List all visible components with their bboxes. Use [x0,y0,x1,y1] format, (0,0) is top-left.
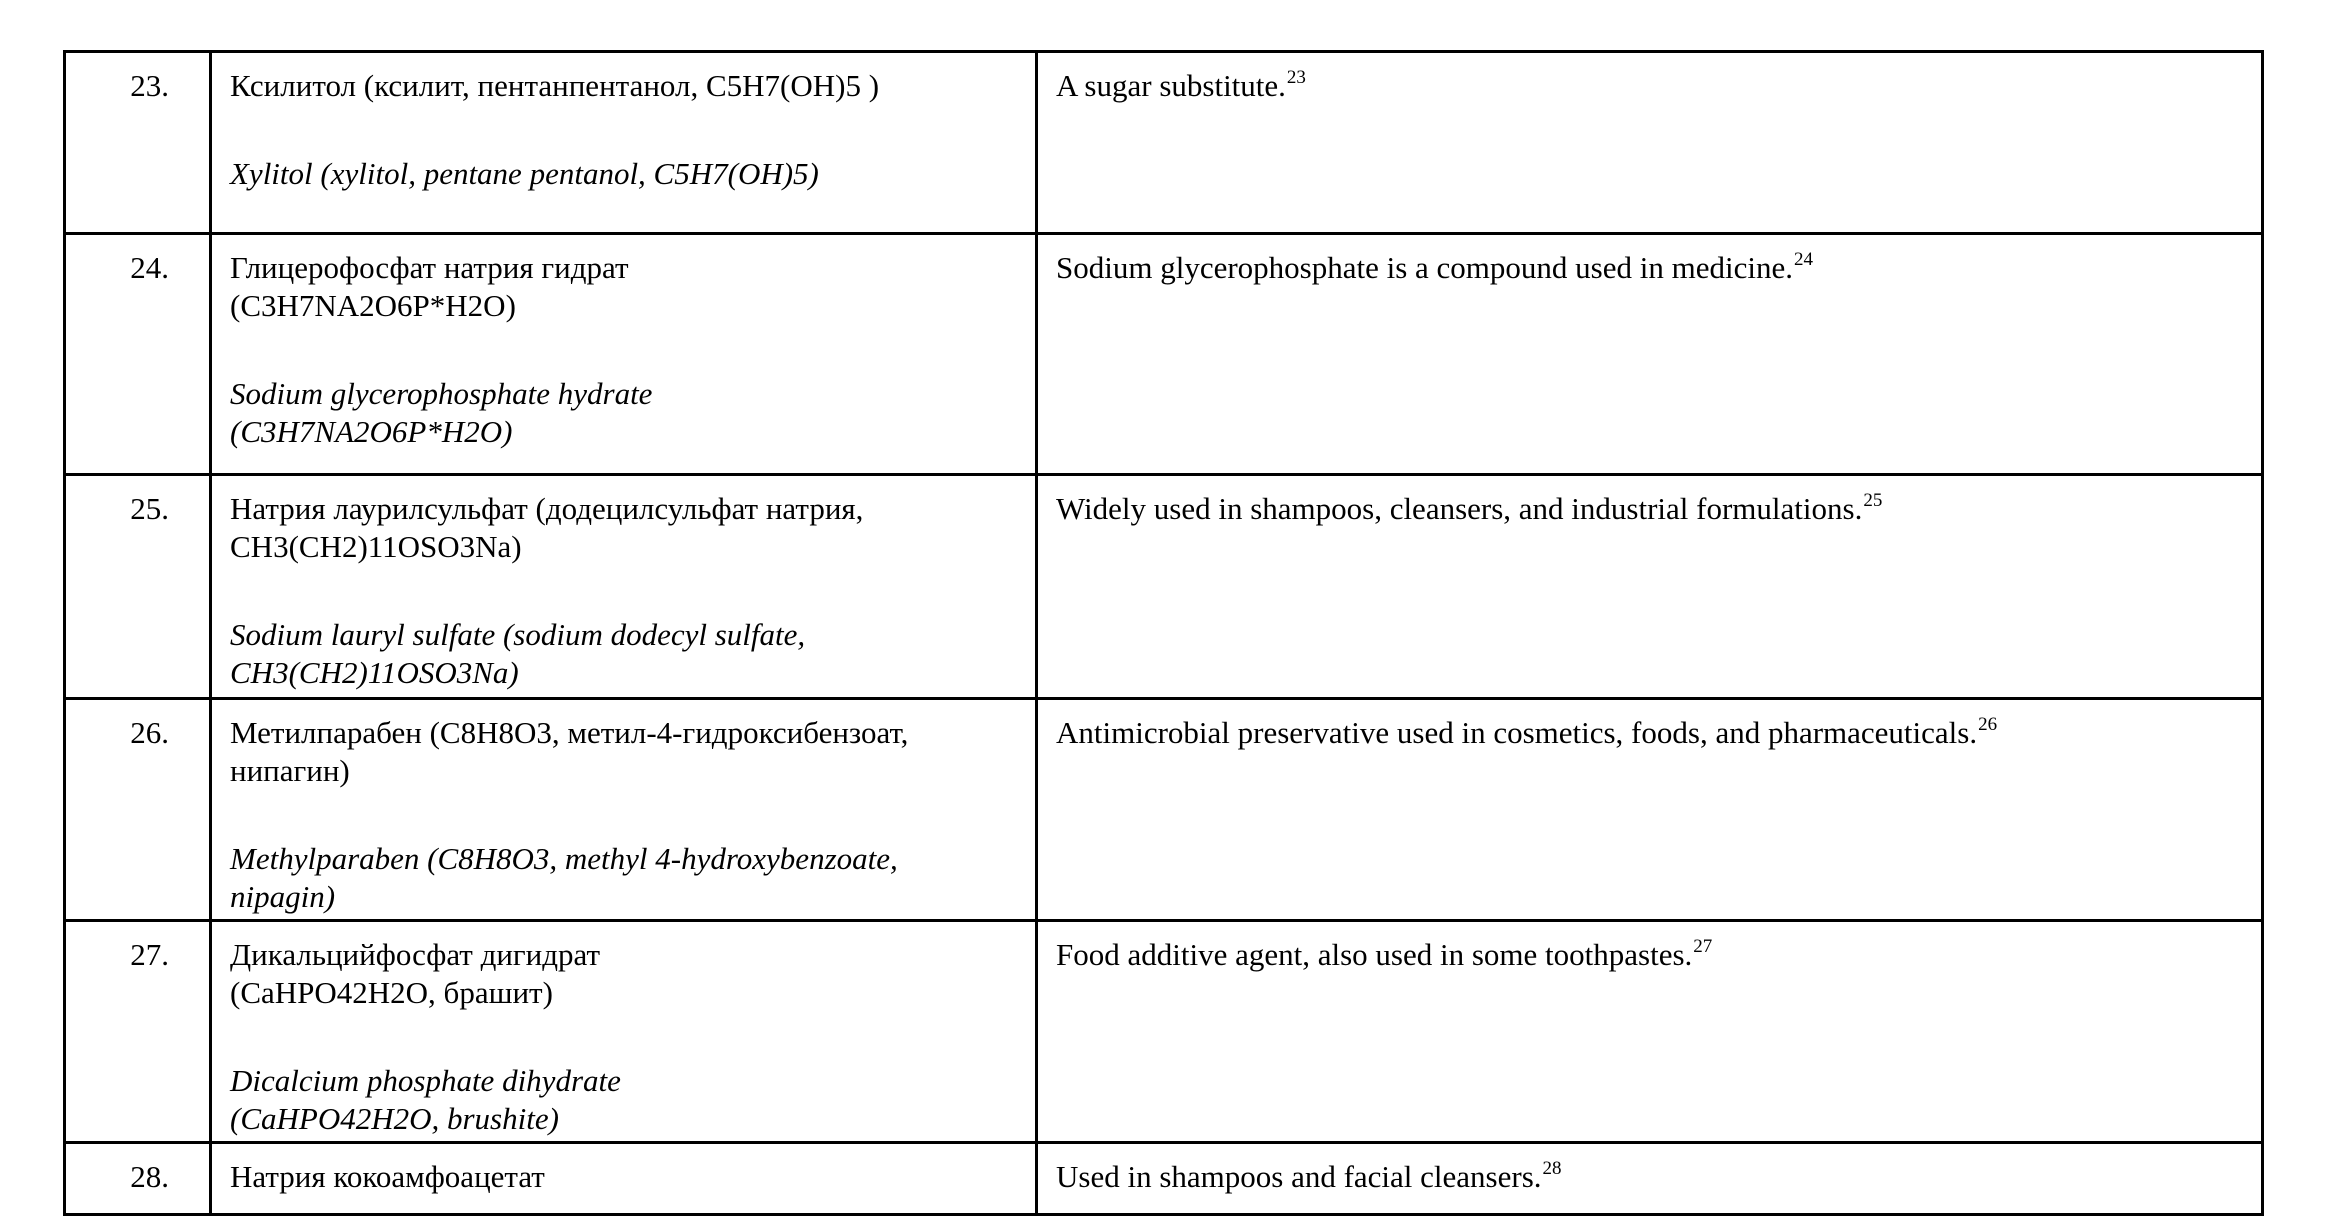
description-text: Antimicrobial preservative used in cosmetics, foods, and pharmaceuticals. [1056,715,1978,750]
row-number: 23. [65,52,211,234]
description-text: A sugar substitute. [1056,68,1286,103]
ingredient-name-russian: Натрия кокоамфоацетат [230,1159,545,1194]
ingredient-name-english: Sodium lauryl sulfate (sodium dodecyl sulfate, CH3(CH2)11OSO3Na) [230,617,806,690]
description-cell [1037,52,2263,234]
footnote-reference[interactable]: 23 [1286,67,1306,88]
ingredient-name-russian: Метилпарабен (C8H8O3, метил-4-гидроксибензоат, нипагин) [230,715,909,788]
description-cell [1037,475,2263,699]
row-number: 28. [65,1143,211,1215]
ingredient-name-russian: Натрия лаурилсульфат (додецилсульфат натрия, CH3(CH2)11OSO3Na) [230,491,864,564]
row-number: 27. [65,921,211,1143]
ingredient-name-english: Dicalcium phosphate dihydrate (CaHPO42H2O, brushite) [230,1063,621,1136]
ingredient-name-cell [211,475,1037,699]
table-row [65,234,2263,475]
ingredient-name-cell [211,921,1037,1143]
description-cell [1037,921,2263,1143]
ingredients-table [63,50,2264,1216]
table-row [65,921,2263,1143]
table-row [65,1143,2263,1215]
description-text: Widely used in shampoos, cleansers, and industrial formulations. [1056,491,1863,526]
description-text: Food additive agent, also used in some toothpastes. [1056,937,1693,972]
ingredient-name-english: Xylitol (xylitol, pentane pentanol, C5H7(OH)5) [230,156,819,191]
ingredient-name-russian: Ксилитол (ксилит, пентанпентанол, C5H7(OH)5 ) [230,68,880,103]
footnote-reference[interactable]: 27 [1693,936,1713,957]
row-number: 26. [65,699,211,921]
description-cell [1037,1143,2263,1215]
ingredient-name-russian: Глицерофосфат натрия гидрат (C3H7NA2O6P*H2O) [230,250,629,323]
row-number: 25. [65,475,211,699]
ingredient-name-cell [211,699,1037,921]
table-row [65,699,2263,921]
table-row [65,475,2263,699]
row-number: 24. [65,234,211,475]
footnote-reference[interactable]: 24 [1793,249,1813,270]
footnote-reference[interactable]: 26 [1978,714,1998,735]
footnote-reference[interactable]: 25 [1863,490,1883,511]
ingredient-name-english: Sodium glycerophosphate hydrate (C3H7NA2O6P*H2O) [230,376,653,449]
description-text: Used in shampoos and facial cleansers. [1056,1159,1542,1194]
table-row [65,52,2263,234]
ingredient-name-cell [211,52,1037,234]
ingredient-name-cell [211,234,1037,475]
ingredient-name-russian: Дикальцийфосфат дигидрат (CaHPO42H2O, брашит) [230,937,601,1010]
ingredient-name-cell [211,1143,1037,1215]
description-text: Sodium glycerophosphate is a compound used in medicine. [1056,250,1793,285]
description-cell [1037,699,2263,921]
footnote-reference[interactable]: 28 [1542,1158,1562,1179]
description-cell [1037,234,2263,475]
ingredient-name-english: Methylparaben (C8H8O3, methyl 4-hydroxybenzoate, nipagin) [230,841,898,914]
